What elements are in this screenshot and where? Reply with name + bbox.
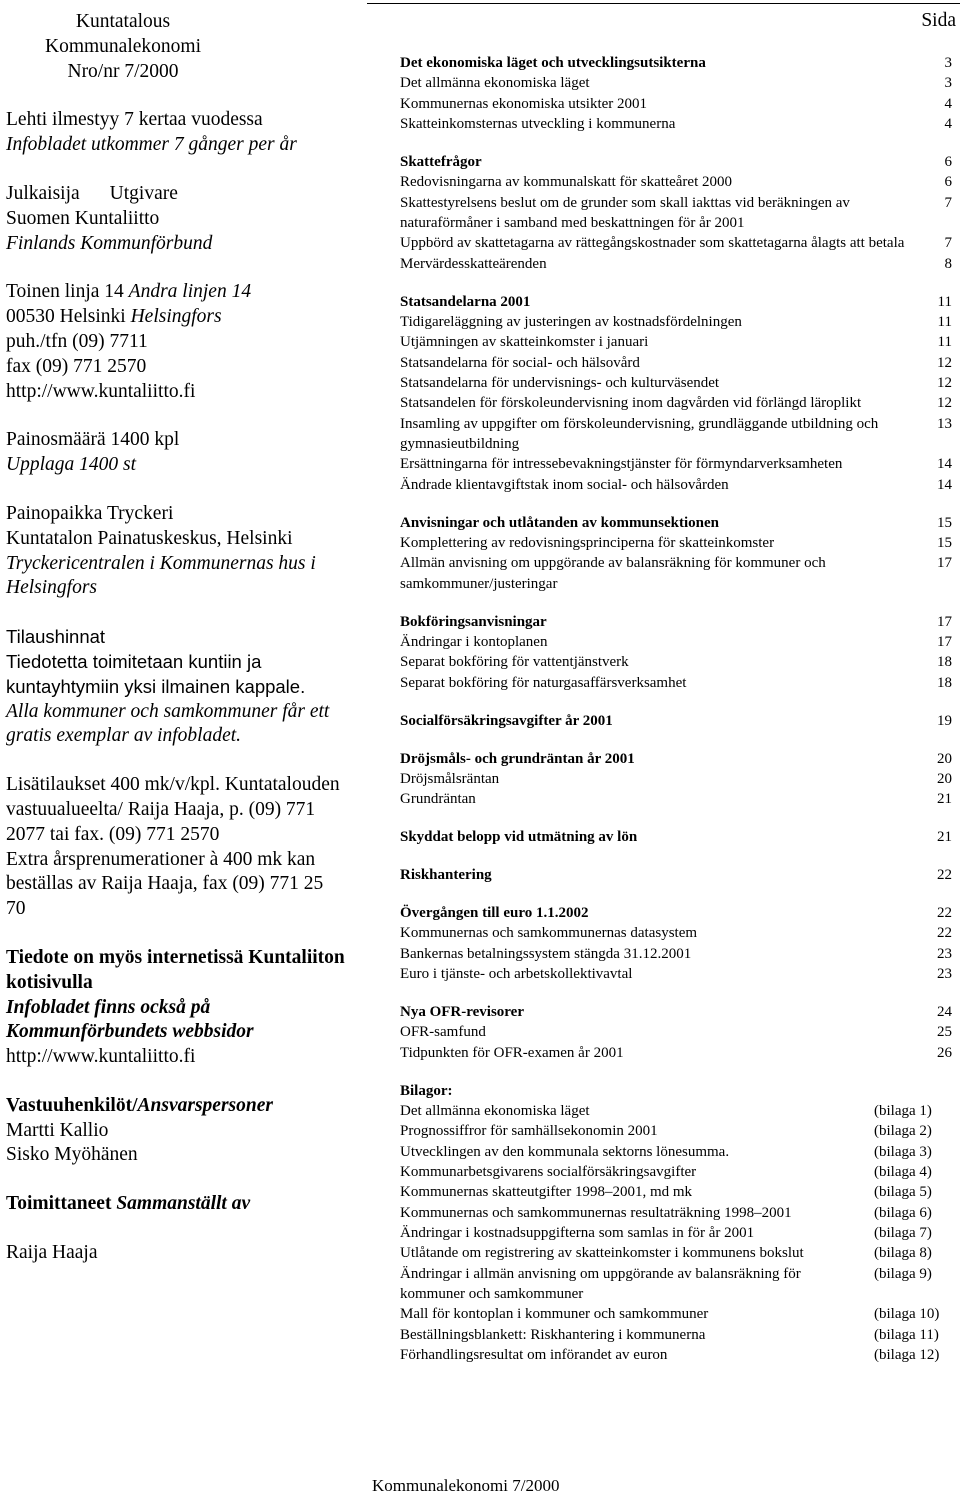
toc-entry-title: Det allmänna ekonomiska läget [400, 75, 590, 92]
toc-page-number: 19 [937, 712, 952, 729]
appendices-title: Bilagor: [400, 1082, 453, 1099]
appendix-title: Utlåtande om registrering av skatteinkomster i kommunens bokslut [400, 1245, 804, 1262]
toc-section-heading[interactable] [400, 903, 952, 923]
toc-entry[interactable] [400, 454, 952, 474]
appendix-entry[interactable] [400, 1203, 952, 1223]
appendix-number: (bilaga 5) [874, 1184, 932, 1201]
responsible-label-sv: Ansvarspersoner [137, 1094, 273, 1116]
responsible [6, 1094, 346, 1168]
toc-entry-title: Euro i tjänste- och arbetskollektivavtal [400, 966, 633, 983]
responsible-label-fi: Vastuuhenkilöt/ [6, 1094, 138, 1116]
toc-page-number: 22 [937, 905, 952, 922]
toc-entry-title: Ändrade klientavgiftstak inom social- och hälsovården [400, 476, 729, 493]
toc-entry[interactable] [400, 114, 952, 134]
toc-entry[interactable] [400, 632, 952, 652]
toc-section [400, 903, 952, 984]
toc-section-heading[interactable] [400, 292, 952, 312]
toc-section [400, 711, 952, 731]
toc-section-title: Dröjsmåls- och grundräntan år 2001 [400, 750, 635, 767]
toc-page-number: 6 [944, 174, 952, 191]
appendix-number: (bilaga 8) [874, 1245, 932, 1262]
responsible-name: Sisko Myöhänen [6, 1144, 138, 1166]
toc-entry[interactable] [400, 172, 952, 192]
toc-entry-title: Statsandelen för förskoleundervisning inom dagvården vid förlängd läroplikt [400, 395, 862, 412]
toc-section-heading[interactable] [400, 711, 952, 731]
toc-section-heading[interactable] [400, 827, 952, 847]
toc-entry[interactable] [400, 1022, 952, 1042]
toc-entry[interactable] [400, 254, 952, 274]
toc-entry-title: OFR-samfund [400, 1024, 486, 1041]
appendix-title: Beställningsblankett: Riskhantering i kommunerna [400, 1326, 706, 1343]
toc-entry[interactable] [400, 193, 952, 234]
toc-page-number: 15 [937, 535, 952, 551]
internet-link[interactable]: http://www.kuntaliitto.fi [6, 1046, 196, 1068]
appendix-title: Ändringar i allmän anvisning om uppgörande av balansräkning för kommuner och samkommuner [400, 1265, 801, 1303]
appendix-number: (bilaga 12) [874, 1347, 940, 1364]
toc-section [400, 827, 952, 847]
toc-entry-title: Allmän anvisning om uppgörande av balansräkning för kommuner och samkommuner/justeringar [400, 555, 826, 592]
toc-entry-title: Skattestyrelsens beslut om de grunder som skall iakttas vid beräkningen av naturaförmåner i samband med beskattningen för år 2001 [400, 194, 850, 231]
toc-page-number: 20 [937, 770, 952, 787]
publisher-name-sv: Finlands Kommunförbund [6, 232, 213, 254]
toc-section [400, 865, 952, 885]
toc-entry-title: Bankernas betalningssystem stängda 31.12.2001 [400, 945, 692, 962]
toc-section [400, 749, 952, 810]
responsible-name: Martti Kallio [6, 1119, 109, 1141]
toc-page-number: 15 [937, 514, 952, 531]
toc-section [400, 612, 952, 693]
toc-entry-title: Insamling av uppgifter om förskoleundervisning, grundläggande utbildning och gymnasieutbildning [400, 415, 879, 453]
print-run [6, 428, 346, 478]
appendix-number: (bilaga 9) [874, 1265, 932, 1282]
toc-page-number: 3 [944, 75, 952, 92]
colophon [6, 10, 346, 1290]
toc-page-number: 22 [937, 867, 952, 884]
appendix-entry[interactable] [400, 1345, 952, 1365]
toc-entry[interactable] [400, 312, 952, 332]
table-of-contents [400, 53, 952, 1383]
toc-section-title: Socialförsäkringsavgifter år 2001 [400, 712, 613, 729]
toc-page-number: 26 [937, 1044, 952, 1061]
frequency [6, 108, 346, 158]
toc-entry[interactable] [400, 1043, 952, 1063]
phone: puh./tfn (09) 7711 [6, 330, 148, 352]
internet-sv: Infobladet finns också på Kommunförbundets webbsidor [6, 996, 254, 1043]
toc-section-heading[interactable] [400, 152, 952, 172]
toc-page-number: 17 [937, 555, 952, 572]
printer-name-sv: Tryckericentralen i Kommunernas hus i Helsingfors [6, 552, 316, 599]
appendix-entry[interactable] [400, 1142, 952, 1162]
appendix-title: Mall för kontoplan i kommuner och samkommuner [400, 1306, 709, 1323]
toc-entry-title: Kommunernas ekonomiska utsikter 2001 [400, 95, 648, 112]
toc-section-heading[interactable] [400, 513, 952, 533]
appendix-number: (bilaga 11) [874, 1326, 939, 1343]
appendix-number: (bilaga 10) [874, 1306, 940, 1323]
toc-entry[interactable] [400, 789, 952, 809]
orders-extra-sv: Extra årsprenumerationer à 400 mk kan beställas av Raija Haaja, fax (09) 771 25 70 [6, 848, 324, 920]
toc-entry[interactable] [400, 353, 952, 373]
appendix-entry[interactable] [400, 1264, 952, 1305]
toc-section-heading[interactable] [400, 612, 952, 632]
toc-entry[interactable] [400, 414, 952, 455]
toc-section-title: Statsandelarna 2001 [400, 293, 531, 310]
toc-entry-title: Ändringar i kontoplanen [400, 633, 548, 650]
toc-entry[interactable] [400, 553, 952, 594]
appendix-entry[interactable] [400, 1162, 952, 1182]
website-link[interactable]: http://www.kuntaliitto.fi [6, 380, 196, 402]
toc-section-heading[interactable] [400, 749, 952, 769]
toc-page-number: 24 [937, 1004, 952, 1020]
toc-entry[interactable] [400, 673, 952, 693]
toc-entry[interactable] [400, 373, 952, 393]
address [6, 280, 346, 404]
toc-section-title: Anvisningar och utlåtanden av kommunsektionen [400, 514, 719, 531]
editor-name: Raija Haaja [6, 1242, 98, 1264]
print-run-fi: Painosmäärä 1400 kpl [6, 429, 180, 451]
appendix-title: Kommunernas och samkommunernas resultaträkning 1998–2001 [400, 1204, 792, 1221]
toc-page-number: 21 [937, 829, 952, 846]
toc-page-number: 7 [944, 194, 952, 211]
toc-entry-title: Tidigareläggning av justeringen av kostnadsfördelningen [400, 313, 742, 330]
appendix-number: (bilaga 2) [874, 1123, 932, 1140]
toc-entry[interactable] [400, 233, 952, 253]
appendix-entry[interactable] [400, 1121, 952, 1141]
toc-entry-title: Redovisningarna av kommunalskatt för skatteåret 2000 [400, 174, 732, 191]
orders-label: Tilaushinnat [6, 626, 106, 648]
toc-section [400, 152, 952, 274]
appendix-number: (bilaga 7) [874, 1225, 932, 1242]
toc-section [400, 292, 952, 495]
toc-section-title: Riskhantering [400, 867, 492, 884]
appendix-number: (bilaga 6) [874, 1204, 932, 1221]
toc-section-title: Skyddat belopp vid utmätning av lön [400, 829, 638, 846]
editors [6, 1192, 346, 1266]
toc-entry-title: Mervärdesskatteärenden [400, 255, 547, 272]
toc-entry-title: Tidpunkten för OFR-examen år 2001 [400, 1044, 624, 1061]
appendix-title: Kommunarbetsgivarens socialförsäkringsavgifter [400, 1164, 697, 1180]
appendix-number: (bilaga 1) [874, 1102, 932, 1119]
toc-entry-title: Separat bokföring för naturgasaffärsverksamhet [400, 674, 687, 691]
toc-page-number: 17 [937, 633, 952, 650]
page-column-header: Sida [921, 10, 956, 31]
publisher [6, 182, 346, 256]
toc-section [400, 1002, 952, 1063]
toc-page-number: 23 [937, 966, 952, 983]
frequency-sv: Infobladet utkommer 7 gånger per år [6, 134, 297, 156]
toc-page-number: 18 [937, 654, 952, 671]
toc-entry-title: Dröjsmålsräntan [400, 770, 500, 787]
toc-page-number: 11 [937, 334, 952, 351]
toc-page-number: 13 [937, 415, 952, 432]
appendix-entry[interactable] [400, 1304, 952, 1324]
appendix-title: Ändringar i kostnadsuppgifterna som samlas in för år 2001 [400, 1225, 755, 1242]
masthead-subtitle: Kommunalekonomi [45, 35, 201, 57]
orders [6, 625, 346, 749]
toc-page-number: 12 [937, 395, 952, 412]
toc-entry[interactable] [400, 769, 952, 789]
toc-section-heading[interactable] [400, 1002, 952, 1022]
toc-entry-title: Skatteinkomsternas utveckling i kommunerna [400, 116, 676, 133]
toc-section-heading[interactable] [400, 865, 952, 885]
appendix-entry[interactable] [400, 1325, 952, 1345]
publisher-name-fi: Suomen Kuntaliitto [6, 207, 160, 229]
toc-entry[interactable] [400, 944, 952, 964]
internet-fi: Tiedote on myös internetissä Kuntaliiton kotisivulla [6, 946, 345, 993]
toc-section-title: Det ekonomiska läget och utvecklingsutsikterna [400, 55, 706, 71]
toc-page-number: 14 [937, 476, 952, 493]
appendix-title: Prognossiffror för samhällsekonomin 2001 [400, 1123, 658, 1140]
page-footer: Kommunalekonomi 7/2000 [372, 1476, 560, 1495]
toc-entry-title: Separat bokföring för vattentjänstverk [400, 654, 629, 671]
orders-extra [6, 773, 346, 922]
publisher-label-fi: Julkaisija [6, 182, 80, 204]
street-fi: Toinen linja 14 [6, 281, 124, 303]
toc-entry[interactable] [400, 964, 952, 984]
toc-page-number: 22 [937, 925, 952, 942]
orders-text-sv: Alla kommuner och samkommuner får ett gratis exemplar av infobladet. [6, 700, 330, 747]
toc-entry[interactable] [400, 533, 952, 553]
orders-text-fi: Tiedotetta toimitetaan kuntiin ja kuntayhtymiin yksi ilmainen kappale. [6, 650, 306, 697]
toc-entry[interactable] [400, 94, 952, 114]
toc-page-number: 11 [937, 293, 952, 310]
orders-extra-fi: Lisätilaukset 400 mk/v/kpl. Kuntatalouden vastuualueelta/ Raija Haaja, p. (09) 771 2077 tai fax. (09) 771 2570 [6, 774, 340, 845]
toc-page-number: 12 [937, 354, 952, 371]
toc-page-number: 6 [944, 153, 952, 170]
toc-page-number: 25 [937, 1024, 952, 1041]
toc-page-number: 20 [937, 750, 952, 767]
printer-label-sv: Tryckeri [106, 502, 174, 524]
toc-page-number: 23 [937, 945, 952, 962]
toc-page-number: 4 [944, 116, 952, 133]
appendix-title: Kommunernas skatteutgifter 1998–2001, md mk [400, 1184, 693, 1201]
toc-section-title: Bokföringsanvisningar [400, 613, 547, 630]
toc-page-number: 21 [937, 791, 952, 808]
appendix-title: Förhandlingsresultat om införandet av euron [400, 1347, 668, 1364]
appendix-entry[interactable] [400, 1243, 952, 1263]
toc-page-number: 17 [937, 613, 952, 630]
fax: fax (09) 771 2570 [6, 355, 147, 377]
toc-page-number: 4 [944, 95, 952, 112]
toc-page-number: 8 [944, 255, 952, 272]
frequency-fi: Lehti ilmestyy 7 kertaa vuodessa [6, 109, 263, 131]
toc-entry-title: Statsandelarna för social- och hälsovård [400, 354, 640, 371]
appendix-entry[interactable] [400, 1182, 952, 1202]
internet [6, 946, 346, 1070]
toc-entry[interactable] [400, 73, 952, 93]
toc-entry-title: Ersättningarna för intressebevakningstjänster för förmyndarverksamheten [400, 456, 843, 473]
toc-section [400, 53, 952, 134]
toc-section-title: Nya OFR-revisorer [400, 1004, 524, 1020]
print-run-sv: Upplaga 1400 st [6, 454, 137, 476]
toc-page-number: 3 [944, 55, 952, 71]
editors-label-sv: Sammanställt av [116, 1193, 251, 1215]
toc-entry[interactable] [400, 393, 952, 413]
appendix-number: (bilaga 3) [874, 1143, 932, 1160]
appendix-title: Utvecklingen av den kommunala sektorns lönesumma. [400, 1143, 730, 1160]
street-sv: Andra linjen 14 [128, 281, 252, 303]
toc-page-number: 14 [937, 456, 952, 473]
toc-page-number: 11 [937, 313, 952, 330]
appendix-entry[interactable] [400, 1101, 952, 1121]
toc-entry[interactable] [400, 475, 952, 495]
toc-entry[interactable] [400, 923, 952, 943]
appendix-title: Det allmänna ekonomiska läget [400, 1102, 590, 1119]
printer-name-fi: Kuntatalon Painatuskeskus, Helsinki [6, 527, 293, 549]
publisher-label-sv: Utgivare [109, 182, 178, 204]
printer [6, 502, 346, 601]
toc-entry[interactable] [400, 652, 952, 672]
top-rule [367, 3, 960, 4]
toc-entry-title: Grundräntan [400, 791, 476, 808]
toc-entry-title: Kommunernas och samkommunernas datasystem [400, 925, 698, 942]
appendix-number: (bilaga 4) [874, 1164, 932, 1180]
toc-entry-title: Uppbörd av skattetagarna av rättegångskostnader som skattetagarna ålagts att betala [400, 235, 905, 252]
toc-section [400, 513, 952, 594]
toc-entry-title: Statsandelarna för undervisnings- och kulturväsendet [400, 375, 720, 391]
toc-entry[interactable] [400, 332, 952, 352]
toc-page-number: 7 [944, 235, 952, 252]
appendix-entry[interactable] [400, 1223, 952, 1243]
editors-label-fi: Toimittaneet [6, 1193, 112, 1215]
toc-section-title: Skattefrågor [400, 153, 482, 170]
toc-section-title: Övergången till euro 1.1.2002 [400, 905, 589, 922]
printer-label-fi: Painopaikka [6, 502, 103, 524]
postal-sv: Helsingfors [130, 306, 222, 328]
masthead [6, 10, 240, 84]
masthead-title: Kuntatalous [75, 11, 171, 32]
toc-entry-title: Komplettering av redovisningsprinciperna för skatteinkomster [400, 535, 775, 551]
toc-page-number: 18 [937, 674, 952, 691]
toc-entry-title: Utjämningen av skatteinkomster i januari [400, 334, 649, 351]
appendices [400, 1081, 952, 1366]
issue-number: Nro/nr 7/2000 [67, 60, 179, 82]
postal-fi: 00530 Helsinki [6, 306, 126, 328]
toc-section-heading[interactable] [400, 53, 952, 73]
toc-page-number: 12 [937, 375, 952, 391]
